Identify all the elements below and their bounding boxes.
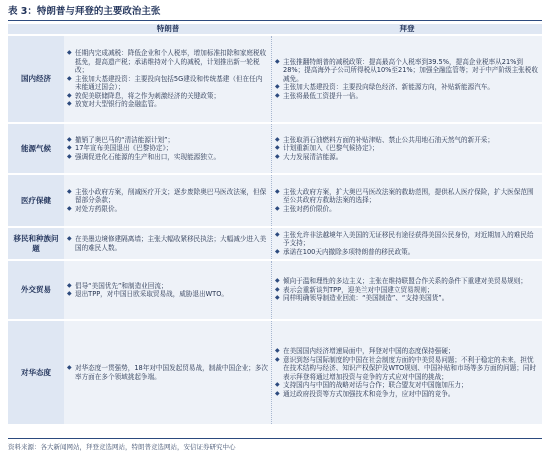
bullet-diamond-icon: ◆ [275, 277, 280, 285]
trump-position-item [67, 205, 268, 214]
biden-positions-cell [272, 261, 542, 319]
trump-position-item [67, 153, 268, 162]
bullet-diamond-icon: ◆ [275, 285, 280, 293]
biden-position-text: 意识到怒与国际制度的中国在社会制度方面的中美贸易问题；不利于稳定的未来，担忧在技术结构与经济、知识产权保护及WTO规则、中国补贴和市场等多方面的问题；同时表示拜登将通过增加投资与竞争的方式应对中国的挑战； [283, 355, 537, 381]
trump-position-item [67, 144, 268, 153]
source-note: 资料来源：各大新闻网站，拜登竞选网站，特朗普竞选网站，安信证券研究中心 [8, 438, 542, 451]
biden-position-text: 在美国国内经济增速局面中，拜登对中国的态度保持强硬； [283, 347, 455, 355]
trump-position-item [67, 282, 268, 291]
bullet-diamond-icon: ◆ [275, 294, 280, 302]
biden-position-text: 大力发展清洁能源。 [283, 152, 343, 161]
biden-position-item [275, 286, 539, 295]
biden-position-item [275, 277, 539, 286]
bullet-diamond-icon: ◆ [67, 100, 72, 108]
bullet-diamond-icon: ◆ [275, 83, 280, 91]
biden-positions-cell [272, 124, 542, 173]
trump-position-text: 主张小政府方案，削减医疗开支；逐步废除奥巴马医改法案，但保留部分条款； [75, 187, 267, 205]
trump-position-text: 对处方药限价。 [75, 204, 122, 213]
trump-position-text: 17年宣布美国退出《巴黎协定》； [75, 144, 173, 153]
biden-position-text: 主张推翻特朗普的减税政策：提高最高个人税率到39.5%，提高企业税率从21%到28%；提高海外子公司所得税从10%至21%；加强全融监管等；对于中产阶级主张税收减免。 [283, 57, 538, 83]
biden-position-item [275, 231, 539, 248]
trump-position-item [67, 49, 268, 75]
bullet-diamond-icon: ◆ [67, 74, 72, 82]
trump-position-text: 对华态度一贯强势，18年对中国发起贸易战，制裁中国企业；多次率方面在多个领域挑起争端。 [75, 364, 269, 381]
biden-position-text: 承诺在100天内撤除多项特朗普的移民政策。 [283, 247, 415, 256]
biden-position-text: 支持国内与中国的战略对话与合作；联合盟友对中国施加压力； [283, 381, 468, 389]
biden-position-text: 计划重新加入《巴黎气候协定》； [283, 144, 379, 153]
bullet-diamond-icon: ◆ [275, 135, 280, 143]
bullet-diamond-icon: ◆ [275, 152, 280, 160]
table-row-immigration-race [8, 228, 542, 259]
trump-position-text: 退出TPP，对中国日欧采取贸易战，威胁退出WTO。 [75, 290, 228, 298]
bullet-diamond-icon: ◆ [67, 290, 72, 297]
trump-positions-cell [64, 228, 272, 259]
trump-positions-cell [64, 175, 272, 226]
trump-position-item [67, 136, 268, 145]
bullet-diamond-icon: ◆ [67, 91, 72, 99]
bullet-diamond-icon: ◆ [67, 49, 72, 57]
bullet-diamond-icon: ◆ [275, 57, 280, 65]
trump-position-text: 放宽对大型银行的金融监管。 [75, 100, 161, 109]
biden-position-text: 倾向于温和理性的多边主义；主张在维持联盟合作关系的条件下重建对美贸易规则； [283, 277, 527, 286]
trump-position-text: 在美墨边境修建隔离墙；主张大幅收紧移民执法；大幅减少进入美国的难民人数。 [75, 235, 267, 252]
trump-position-text: 撤销了奥巴马的“清洁能源计划”； [75, 135, 175, 144]
biden-position-item [275, 347, 539, 356]
table-title: 表 3：特朗普与拜登的主要政治主张 [8, 4, 542, 21]
biden-positions-cell [272, 36, 542, 122]
biden-position-item [275, 205, 539, 214]
trump-positions-cell [64, 36, 272, 122]
bullet-diamond-icon: ◆ [275, 204, 280, 212]
bullet-diamond-icon: ◆ [67, 281, 72, 289]
row-category: 对华态度 [8, 321, 64, 424]
trump-position-item [67, 235, 268, 252]
biden-positions-cell [272, 321, 542, 424]
biden-position-item [275, 381, 539, 390]
trump-position-text: 主张加大基建投资：主要投向包括5G建设和传统基建（但在任内未能通过国会）； [75, 74, 263, 92]
biden-position-text: 主张将最低工资提升一倍。 [283, 91, 363, 100]
biden-position-item [275, 248, 539, 257]
row-category: 国内经济 [8, 36, 64, 122]
biden-position-text: 主张大政府方案，扩大奥巴马医改法案的救助范围，提供私人医疗保险，扩大医保范围至公共政府方救助法案的选择； [283, 187, 534, 205]
trump-positions-cell [64, 124, 272, 173]
bullet-diamond-icon: ◆ [67, 144, 72, 152]
trump-position-item [67, 364, 268, 381]
bullet-diamond-icon: ◆ [67, 187, 72, 195]
trump-position-item [67, 100, 268, 109]
bullet-diamond-icon: ◆ [275, 389, 280, 397]
bullet-diamond-icon: ◆ [275, 230, 280, 238]
biden-position-text: 主张对药价限价。 [283, 204, 336, 213]
header-biden: 拜登 [272, 24, 542, 34]
trump-position-item [67, 188, 268, 205]
biden-position-item [275, 153, 539, 162]
biden-position-item [275, 83, 539, 92]
table-row-foreign-trade [8, 261, 542, 319]
header-category [8, 24, 64, 34]
trump-position-item [67, 92, 268, 101]
bullet-diamond-icon: ◆ [275, 91, 280, 99]
table-header-row [8, 24, 542, 34]
table-row-china-policy [8, 321, 542, 424]
trump-position-text: 倡导“美国优先”和制造业回流； [75, 281, 168, 290]
bullet-diamond-icon: ◆ [67, 152, 72, 160]
trump-position-text: 任期内完成减税：降低企业和个人税率，增加标准扣除和家庭税收抵免，提高遗产税；承诺维持对个人的减税，计划推出新一轮税改； [75, 49, 267, 75]
bullet-diamond-icon: ◆ [275, 187, 280, 195]
bullet-diamond-icon: ◆ [67, 204, 72, 212]
header-trump: 特朗普 [64, 24, 272, 34]
trump-positions-cell [64, 321, 272, 424]
bullet-diamond-icon: ◆ [67, 235, 72, 242]
biden-position-text: 同样明确领导制造业回流：“美国制造”、“支持美国货”。 [283, 294, 449, 303]
table-row-healthcare [8, 175, 542, 226]
biden-position-item [275, 188, 539, 205]
biden-positions-cell [272, 228, 542, 259]
biden-positions-cell [272, 175, 542, 226]
biden-position-text: 主张允许非法越境年入美国的无证移民有途径获得美国公民身份，对近期加入的难民给予支持； [283, 230, 534, 248]
bullet-diamond-icon: ◆ [275, 355, 280, 363]
trump-position-text: 强调促进化石能源的生产和出口，实现能源独立。 [75, 152, 221, 161]
bullet-diamond-icon: ◆ [275, 347, 280, 354]
biden-position-item [275, 58, 539, 84]
row-category: 移民和种族问题 [8, 228, 64, 259]
bullet-diamond-icon: ◆ [275, 144, 280, 152]
biden-position-item [275, 294, 539, 303]
trump-position-item [67, 75, 268, 92]
biden-position-item [275, 390, 539, 399]
table-row-domestic-economy [8, 36, 542, 122]
row-category: 能源气候 [8, 124, 64, 173]
biden-position-text: 主张取消石油燃料方面的补贴津贴、禁止公共用地石油天然气的新开采； [283, 135, 494, 144]
table-row-energy-climate [8, 124, 542, 173]
trump-positions-cell [64, 261, 272, 319]
biden-position-text: 主张加大基建投资：主要投向绿色经济、新能源方向，补贴新能源汽车。 [283, 83, 494, 92]
biden-position-item [275, 136, 539, 145]
biden-position-item [275, 356, 539, 382]
bullet-diamond-icon: ◆ [67, 364, 72, 371]
bullet-diamond-icon: ◆ [275, 381, 280, 388]
row-category: 医疗保健 [8, 175, 64, 226]
trump-position-text: 敦促美联储降息，将之作为刺激经济的关键政策； [75, 91, 221, 100]
row-category: 外交贸易 [8, 261, 64, 319]
biden-position-item [275, 144, 539, 153]
biden-position-text: 表示会重新谈判TPP，迎美兰对中国建立贸易规则； [283, 285, 434, 294]
policy-comparison-table [8, 22, 542, 426]
bullet-diamond-icon: ◆ [67, 135, 72, 143]
trump-position-item [67, 290, 268, 299]
biden-position-text: 通过政府投资等方式加强技术和竞争力，应对中国的竞争。 [283, 389, 455, 398]
biden-position-item [275, 92, 539, 101]
bullet-diamond-icon: ◆ [275, 247, 280, 255]
